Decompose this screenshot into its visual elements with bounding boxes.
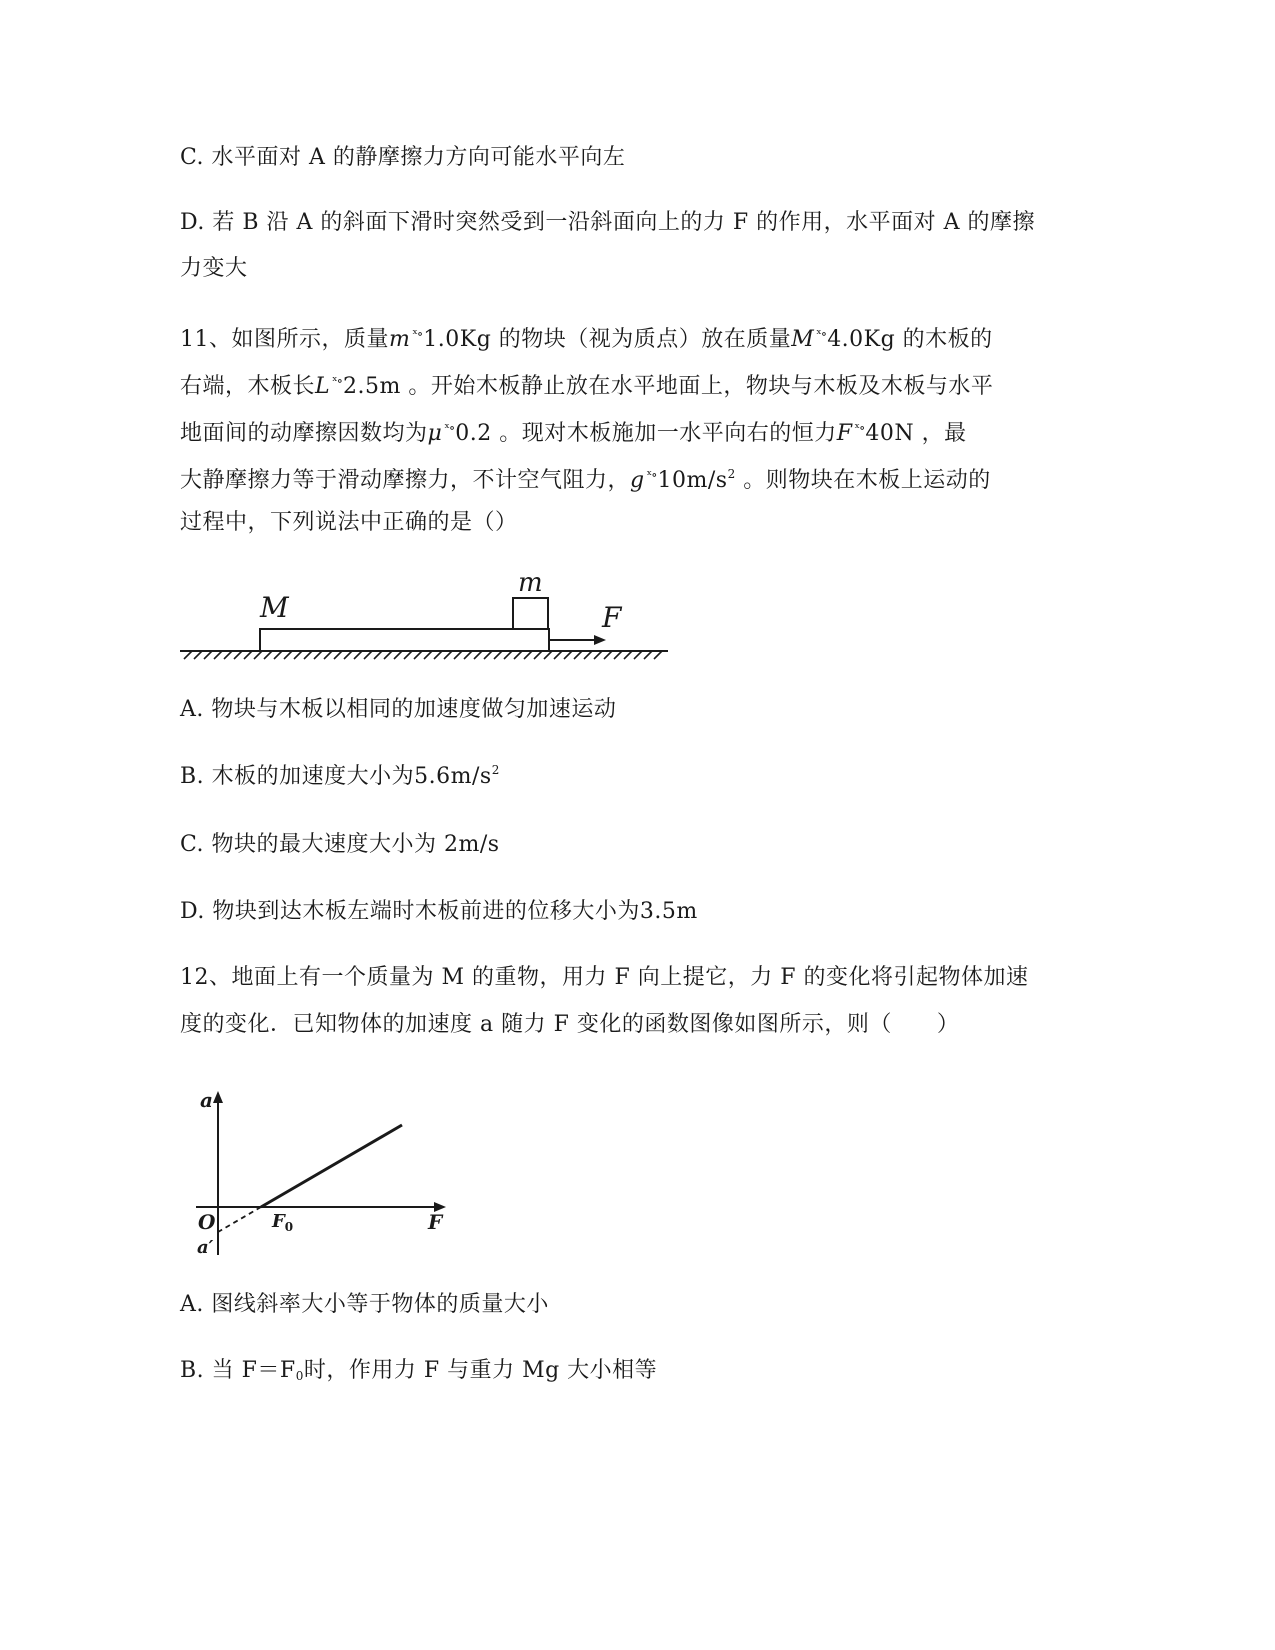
q10-option-c: C. 水平面对 A 的静摩擦力方向可能水平向左 xyxy=(180,145,626,170)
equation-placeholder-mark: ˣ∘ xyxy=(412,327,423,342)
q11-text: 2.5m 。开始木板静止放在水平地面上，物块与木板及木板与水平 xyxy=(343,374,994,399)
q10-option-d-line2: 力变大 xyxy=(180,256,248,281)
q12-option-b xyxy=(180,1356,1060,1386)
var-m: m xyxy=(389,327,411,352)
var-mu: μ xyxy=(427,421,443,446)
q12-stem-line1: 12、地面上有一个质量为 M 的重物，用力 F 向上提它，力 F 的变化将引起物体加速 xyxy=(180,965,1029,990)
label-a-prime: a′ xyxy=(197,1237,214,1258)
label-m: m xyxy=(518,568,543,598)
block xyxy=(513,598,548,629)
q11-stem-line2 xyxy=(180,367,1060,402)
superscript: 2 xyxy=(727,467,736,481)
graph-dashed-extension xyxy=(218,1207,261,1232)
q11-text: 10m/s xyxy=(657,468,728,493)
label-M: M xyxy=(260,591,289,624)
equation-placeholder-mark: ˣ∘ xyxy=(332,374,343,389)
label-F0 xyxy=(271,1211,293,1234)
q11-option-d: D. 物块到达木板左端时木板前进的位移大小为3.5m xyxy=(180,899,698,924)
plank xyxy=(260,629,549,651)
q11-text: 0.2 。现对木板施加一水平向右的恒力 xyxy=(455,421,837,446)
ground-hatching xyxy=(184,651,662,659)
label-F0-subscript: 0 xyxy=(284,1220,294,1234)
acceleration-force-graph xyxy=(188,1085,458,1265)
q11-stem-line5: 过程中，下列说法中正确的是（） xyxy=(180,510,518,535)
q11-stem-line1 xyxy=(180,320,1060,355)
q11-option-b-text: B. 木板的加速度大小为5.6m/s xyxy=(180,764,492,789)
q11-text: 40N ，最 xyxy=(865,421,967,446)
q11-option-b xyxy=(180,762,1060,792)
q12-option-a: A. 图线斜率大小等于物体的质量大小 xyxy=(180,1292,549,1317)
q11-text: 11、如图所示，质量 xyxy=(180,327,389,352)
q11-option-c: C. 物块的最大速度大小为 2m/s xyxy=(180,832,500,857)
superscript: 2 xyxy=(491,763,500,777)
q12-stem-line2: 度的变化．已知物体的加速度 a 随力 F 变化的函数图像如图所示，则（ ） xyxy=(180,1012,960,1037)
q11-stem-line3 xyxy=(180,414,1060,449)
q12-option-b-post: 时，作用力 F 与重力 Mg 大小相等 xyxy=(303,1358,658,1383)
var-L: L xyxy=(315,374,331,399)
graph-line xyxy=(261,1125,402,1207)
equation-placeholder-mark: ˣ∘ xyxy=(646,468,657,483)
subscript: 0 xyxy=(295,1369,304,1383)
block-on-plank-diagram xyxy=(170,565,680,665)
label-origin: O xyxy=(198,1210,216,1234)
q11-text: 大静摩擦力等于滑动摩擦力，不计空气阻力， xyxy=(180,468,631,493)
label-a: a xyxy=(200,1088,213,1112)
q11-text: 。则物块在木板上运动的 xyxy=(735,468,991,493)
q11-option-a: A. 物块与木板以相同的加速度做匀加速运动 xyxy=(180,697,617,722)
q12-option-b-pre: B. 当 F＝F xyxy=(180,1358,296,1383)
var-F: F xyxy=(836,421,853,446)
label-F: F xyxy=(428,1210,443,1234)
var-M: M xyxy=(791,327,815,352)
equation-placeholder-mark: ˣ∘ xyxy=(816,327,827,342)
label-F0-base: F xyxy=(272,1211,285,1232)
q10-option-d-line1: D. 若 B 沿 A 的斜面下滑时突然受到一沿斜面向上的力 F 的作用，水平面对 A 的摩擦 xyxy=(180,210,1035,235)
q11-text: 地面间的动摩擦因数均为 xyxy=(180,421,428,446)
a-axis-arrowhead xyxy=(213,1091,223,1103)
force-arrow-head xyxy=(594,635,606,645)
q11-text: 1.0Kg 的物块（视为质点）放在质量 xyxy=(423,327,792,352)
q11-text: 4.0Kg 的木板的 xyxy=(827,327,993,352)
equation-placeholder-mark: ˣ∘ xyxy=(444,421,455,436)
q11-text: 右端，木板长 xyxy=(180,374,316,399)
q11-stem-line4 xyxy=(180,461,1060,496)
var-g: g xyxy=(630,468,645,493)
label-F: F xyxy=(602,601,622,634)
equation-placeholder-mark: ˣ∘ xyxy=(854,421,865,436)
